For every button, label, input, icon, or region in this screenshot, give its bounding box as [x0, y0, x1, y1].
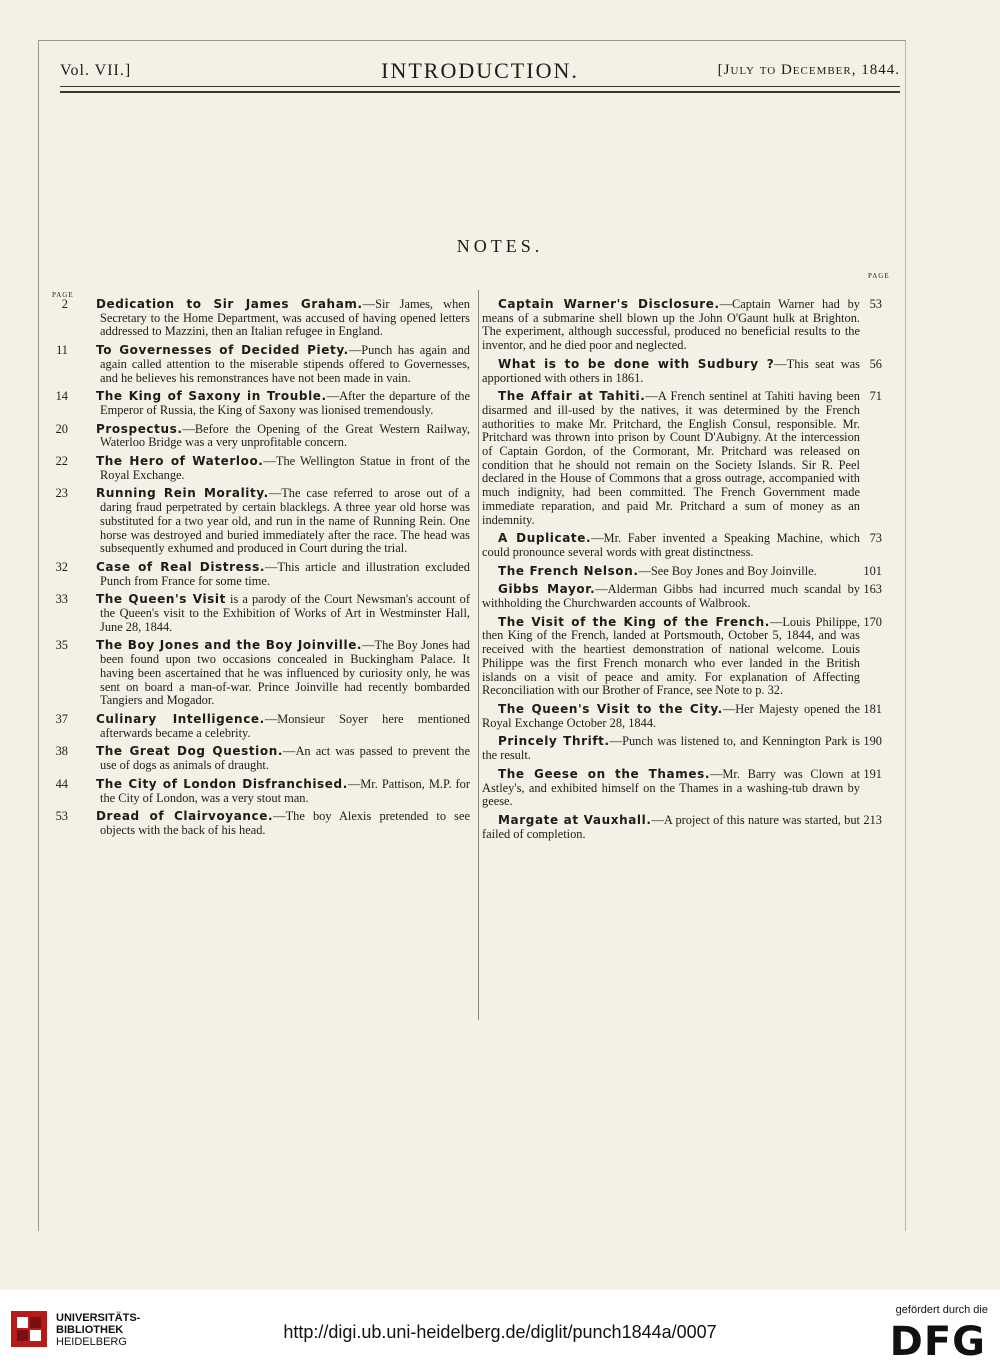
note-heading: The Visit of the King of the French.	[498, 614, 770, 629]
note-heading: The Hero of Waterloo.	[96, 454, 264, 469]
note-heading: The Affair at Tahiti.	[498, 389, 646, 404]
note-page-number: 73	[869, 531, 882, 546]
note-heading: Captain Warner's Disclosure.	[498, 297, 720, 311]
note-entry	[52, 455, 470, 482]
page-column-label-left: PAGE	[52, 291, 74, 299]
dfg-logo: DFG	[889, 1319, 986, 1365]
page-column-label-right: PAGE	[868, 272, 890, 280]
note-entry	[52, 810, 470, 837]
note-body: —The Boy Jones had been found upon two occasions concealed in Buckingham Palace. It having been ascertained that he was influenced by curiosity only, he was sent on board a man-of-war. Prince Joinville had recently bombarded Tangiers and Mogador.	[100, 638, 471, 708]
note-body: —Sir James, when Secretary to the Home Department, was accused of having opened letters addressed to Mazzini, then an Italian refugee in England.	[100, 297, 470, 339]
note-body: —A project of this nature was started, but failed of completion.	[482, 812, 860, 841]
note-entry	[482, 298, 882, 353]
note-entry	[482, 735, 882, 762]
note-entry	[52, 487, 470, 556]
note-heading: Culinary Intelligence.	[96, 711, 265, 726]
note-heading: Margate at Vauxhall.	[498, 812, 652, 827]
note-page-number: 170	[863, 614, 882, 629]
note-body: —The boy Alexis pretended to see objects with the back of his head.	[100, 809, 470, 837]
header-rule	[60, 86, 900, 87]
note-page-number: 191	[863, 766, 882, 781]
note-body: —Louis Philippe, then King of the French, landed at Portsmouth, October 5, 1844, and was received with the heartiest demonstration of national welcome. Louis Philippe was the first French monarch who ever landed in the British islands on a visit of peace and amity. For explanation of Affecting Reconciliation with our Brother of France, see Note to p. 32.	[482, 614, 860, 698]
note-heading: Dedication to Sir James Graham.	[96, 297, 363, 311]
note-page-number: 163	[863, 582, 882, 597]
note-entry	[482, 703, 882, 730]
note-heading: The King of Saxony in Trouble.	[96, 389, 327, 404]
note-page-number: 181	[863, 701, 882, 716]
note-entry	[52, 561, 470, 588]
note-body: —Mr. Pattison, M.P. for the City of London, was a very stout man.	[100, 776, 471, 805]
running-head	[60, 58, 900, 88]
note-page-number: 20	[55, 421, 68, 436]
notes-column-left	[52, 298, 470, 843]
header-rule-thick	[60, 91, 900, 93]
note-body: —Punch has again and again called attention to the miserable stipends offered to Governesses, and he believes his remonstrances have not been made in vain.	[100, 343, 470, 385]
note-entry	[482, 565, 882, 579]
page-title: INTRODUCTION.	[381, 58, 579, 83]
note-heading: Dread of Clairvoyance.	[96, 809, 274, 824]
note-entry	[482, 583, 882, 610]
note-page-number: 213	[863, 812, 882, 827]
note-page-number: 56	[869, 356, 882, 371]
note-entry	[52, 390, 470, 417]
note-entry	[52, 298, 470, 339]
note-body: —Her Majesty opened the Royal Exchange October 28, 1844.	[482, 701, 860, 730]
note-body: —Captain Warner had by means of a submarine shell blown up the John O'Gaunt hulk at Brighton. The experiment, although successful, produced no beneficial results to the inventor, and he died poor and neglected.	[482, 297, 860, 353]
note-body: —See Boy Jones and Boy Joinville.	[638, 563, 817, 578]
note-heading: Prospectus.	[96, 421, 183, 436]
note-heading: Gibbs Mayor.	[498, 582, 596, 597]
note-entry	[52, 639, 470, 708]
note-body: —An act was passed to prevent the use of dogs as animals of draught.	[100, 744, 470, 773]
note-page-number: 38	[55, 744, 68, 759]
note-page-number: 11	[56, 343, 68, 358]
note-page-number: 37	[55, 711, 68, 726]
note-body: —After the departure of the Emperor of Russia, the King of Saxony was lionised tremendously.	[100, 389, 470, 417]
library-name-line2: BIBLIOTHEK	[56, 1324, 124, 1336]
note-page-number: 53	[869, 297, 882, 311]
note-heading: The City of London Disfranchised.	[96, 776, 348, 791]
note-body: —The case referred to arose out of a daring fraud perpetrated by certain blacklegs. A three year old horse was substituted for a two year old, and run in the name of Running Rein. One horse was destroyed and buried immediately after the race. The head was subsequently exhumed and produced in Court during the trial.	[100, 486, 470, 556]
library-name-line1: UNIVERSITÄTS-	[56, 1312, 141, 1324]
notes-column-right	[482, 298, 882, 846]
note-entry	[52, 713, 470, 740]
note-body: —Before the Opening of the Great Western Railway, Waterloo Bridge was a very unprofitable concern.	[100, 421, 470, 450]
source-url-link[interactable]: http://digi.ub.uni-heidelberg.de/diglit/punch1844a/0007	[283, 1322, 717, 1342]
note-page-number: 33	[55, 592, 68, 607]
note-page-number: 23	[55, 486, 68, 501]
note-heading: Princely Thrift.	[498, 734, 610, 749]
volume-label: Vol. VII.]	[60, 62, 132, 79]
note-body: —Monsieur Soyer here mentioned afterwards became a celebrity.	[100, 711, 471, 740]
note-entry	[482, 390, 882, 527]
note-page-number: 35	[55, 638, 68, 653]
note-body: —This seat was apportioned with others in 1861.	[482, 356, 860, 385]
note-entry	[482, 358, 882, 385]
note-page-number: 14	[55, 389, 68, 404]
note-heading: The Queen's Visit	[96, 592, 226, 607]
note-page-number: 44	[55, 776, 68, 791]
note-entry	[482, 814, 882, 841]
note-heading: What is to be done with Sudbury ?	[498, 356, 775, 371]
note-heading: The Boy Jones and the Boy Joinville.	[96, 638, 363, 653]
footer-bar	[0, 1290, 1000, 1367]
note-heading: To Governesses of Decided Piety.	[96, 343, 349, 358]
note-heading: Case of Real Distress.	[96, 559, 266, 574]
note-entry	[52, 745, 470, 772]
note-body: —Mr. Faber invented a Speaking Machine, which could pronounce several words with great distinctness.	[482, 531, 860, 559]
note-page-number: 32	[55, 559, 68, 574]
note-body: —Punch was listened to, and Kennington Park is the result.	[482, 734, 860, 763]
note-heading: The Queen's Visit to the City.	[498, 701, 723, 716]
note-page-number: 101	[863, 563, 882, 578]
note-page-number: 190	[863, 734, 882, 749]
note-page-number: 71	[869, 389, 882, 404]
note-entry	[52, 778, 470, 805]
note-body: —This article and illustration excluded Punch from France for some time.	[100, 559, 470, 588]
column-divider	[478, 290, 479, 1020]
note-page-number: 22	[55, 454, 68, 469]
note-body: —The Wellington Statue in front of the Royal Exchange.	[100, 454, 471, 482]
note-entry	[52, 593, 470, 634]
note-body: is a parody of the Court Newsman's account of the Queen's visit to the Exhibition of Works of Art in Westminster Hall, June 28, 1844.	[100, 592, 470, 634]
note-body: —Mr. Barry was Clown at Astley's, and exhibited himself on the Thames in a washing-tub drawn by geese.	[482, 766, 861, 809]
note-heading: The Geese on the Thames.	[498, 766, 710, 781]
note-entry	[482, 616, 882, 698]
note-heading: Running Rein Morality.	[96, 486, 269, 501]
note-entry	[52, 423, 470, 450]
section-title: NOTES.	[456, 236, 544, 256]
funding-note: gefördert durch die	[895, 1304, 988, 1316]
date-range-label: [July to December, 1844.	[717, 62, 900, 78]
note-heading: The Great Dog Question.	[96, 744, 284, 759]
note-page-number: 53	[55, 809, 68, 824]
note-entry	[482, 532, 882, 559]
note-entry	[482, 768, 882, 809]
note-heading: The French Nelson.	[498, 563, 639, 578]
note-entry	[52, 344, 470, 385]
note-page-number: 2	[61, 297, 68, 311]
note-body: —A French sentinel at Tahiti having been disarmed and ill-used by the natives, it was determined by the French authorities to make Mr. Pritchard, the English Consul, responsible. Mr. Pritchard was thrown into prison by Count D'Aubigny. At the intercession of Captain Gordon, of the Cormorant, Mr. Pritchard was released on condition that he should not remain on the Society Islands. Sir R. Peel declared in the House of Commons that a gross outrage, accompanied with much indignity, had been committed. The French Government made immediate reparation, and paid Mr. Pritchard a sum of money as an indemnity.	[482, 389, 860, 527]
note-body: —Alderman Gibbs had incurred much scandal by withholding the Churchwarden accounts of Walbrook.	[482, 582, 860, 611]
note-heading: A Duplicate.	[498, 531, 592, 546]
library-name-line3: HEIDELBERG	[56, 1336, 127, 1348]
